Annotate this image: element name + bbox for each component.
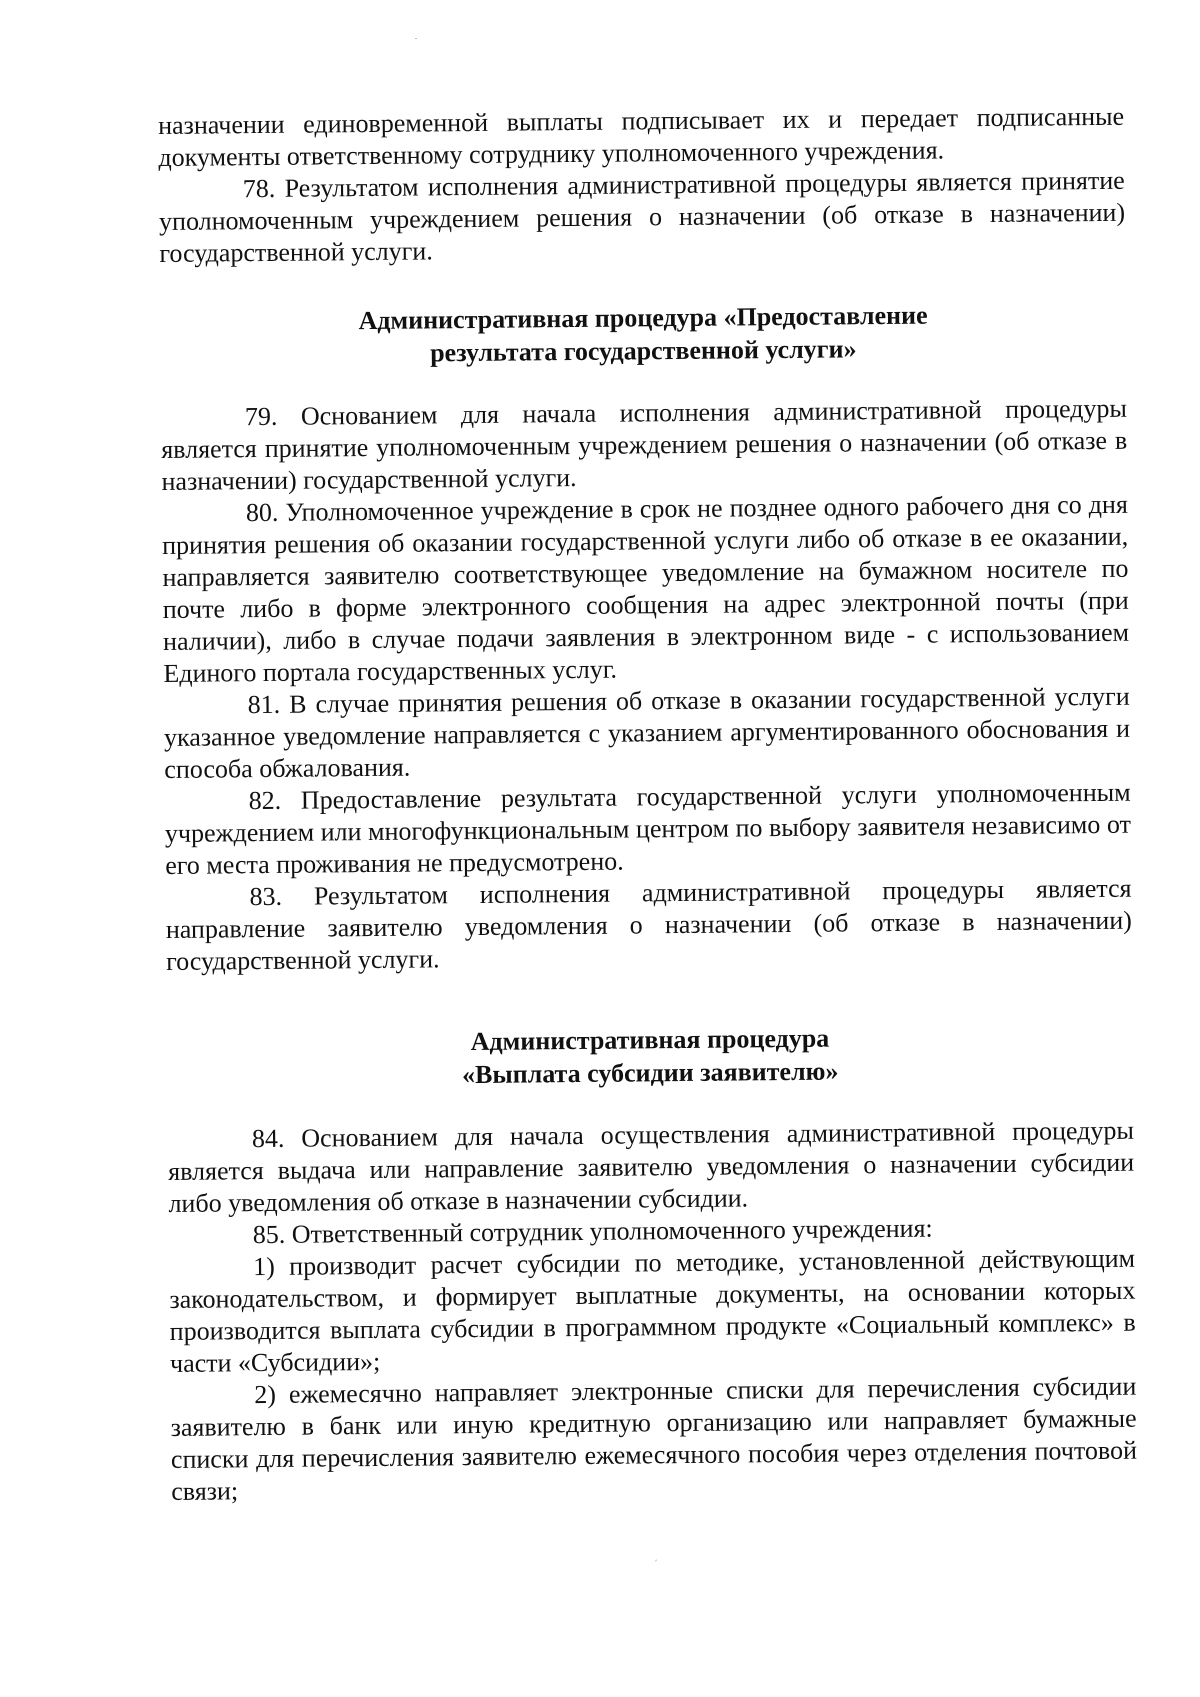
paragraph-continuation: назначении единовременной выплаты подписывает их и передает подписанные документы ответственному сотруднику уполномоченного учреждения.: [158, 101, 1125, 172]
heading-line: Административная процедура: [470, 1023, 830, 1057]
paragraph-82: 82. Предоставление результата государственной услуги уполномоченным учреждением или многофункциональным центром по выбору заявителя независимо от его места проживания не предусмотрено.: [164, 777, 1132, 880]
scan-speck: [415, 38, 417, 39]
paragraph-84: 84. Основанием для начала осуществления административной процедуры является выдача или направление заявителю уведомления о назначении субсидии либо уведомления об отказе в назначении субсидии.: [168, 1115, 1135, 1218]
section-heading-payment: [167, 1019, 1134, 1094]
heading-line: результата государственной услуги»: [430, 334, 857, 368]
document-body: [158, 101, 1137, 1508]
section-heading-provision: [160, 297, 1127, 372]
heading-line: Административная процедура «Предоставление: [358, 300, 928, 336]
paragraph-79: 79. Основанием для начала исполнения административной процедуры является принятие уполномоченным учреждением решения о назначении (об отказе в назначении) государственной услуги.: [161, 393, 1128, 496]
paragraph-80: 80. Уполномоченное учреждение в срок не позднее одного рабочего дня со дня принятия решения об оказании государственной услуги либо об отказе в ее оказании, направляется заявителю соответствующее уведомление на бумажном носителе по почте либо в форме электронного сообщения на адрес электронной почты (при наличии), либо в случае подачи заявления в электронном виде - с использованием Единого портала государственных услуг.: [162, 489, 1130, 688]
paragraph-85: 85. Ответственный сотрудник уполномоченного учреждения:: [252, 1213, 933, 1250]
list-item-1: 1) производит расчет субсидии по методике, установленной действующим законодательством, и формирует выплатные документы, на основании которых производится выплата субсидии в программном продукте «Социальный комплекс» в части «Субсидии»;: [169, 1243, 1136, 1378]
paragraph-81: 81. В случае принятия решения об отказе в оказании государственной услуги указанное уведомление направляется с указанием аргументированного обоснования и способа обжалования.: [163, 681, 1131, 784]
paragraph-78: 78. Результатом исполнения административной процедуры является принятие уполномоченным учреждением решения о назначении (об отказе в назначении) государственной услуги.: [158, 165, 1126, 268]
scan-speck: [655, 1559, 657, 1561]
heading-line: «Выплата субсидии заявителю»: [461, 1056, 839, 1090]
list-item-2: 2) ежемесячно направляет электронные списки для перечисления субсидии заявителю в банк или иную кредитную организацию или направляет бумажные списки для перечисления заявителю ежемесячного пособия через отделения почтовой связи;: [170, 1371, 1138, 1506]
paragraph-83: 83. Результатом исполнения административной процедуры является направление заявителю уведомления о назначении (об отказе в назначении) государственной услуги.: [165, 873, 1132, 976]
